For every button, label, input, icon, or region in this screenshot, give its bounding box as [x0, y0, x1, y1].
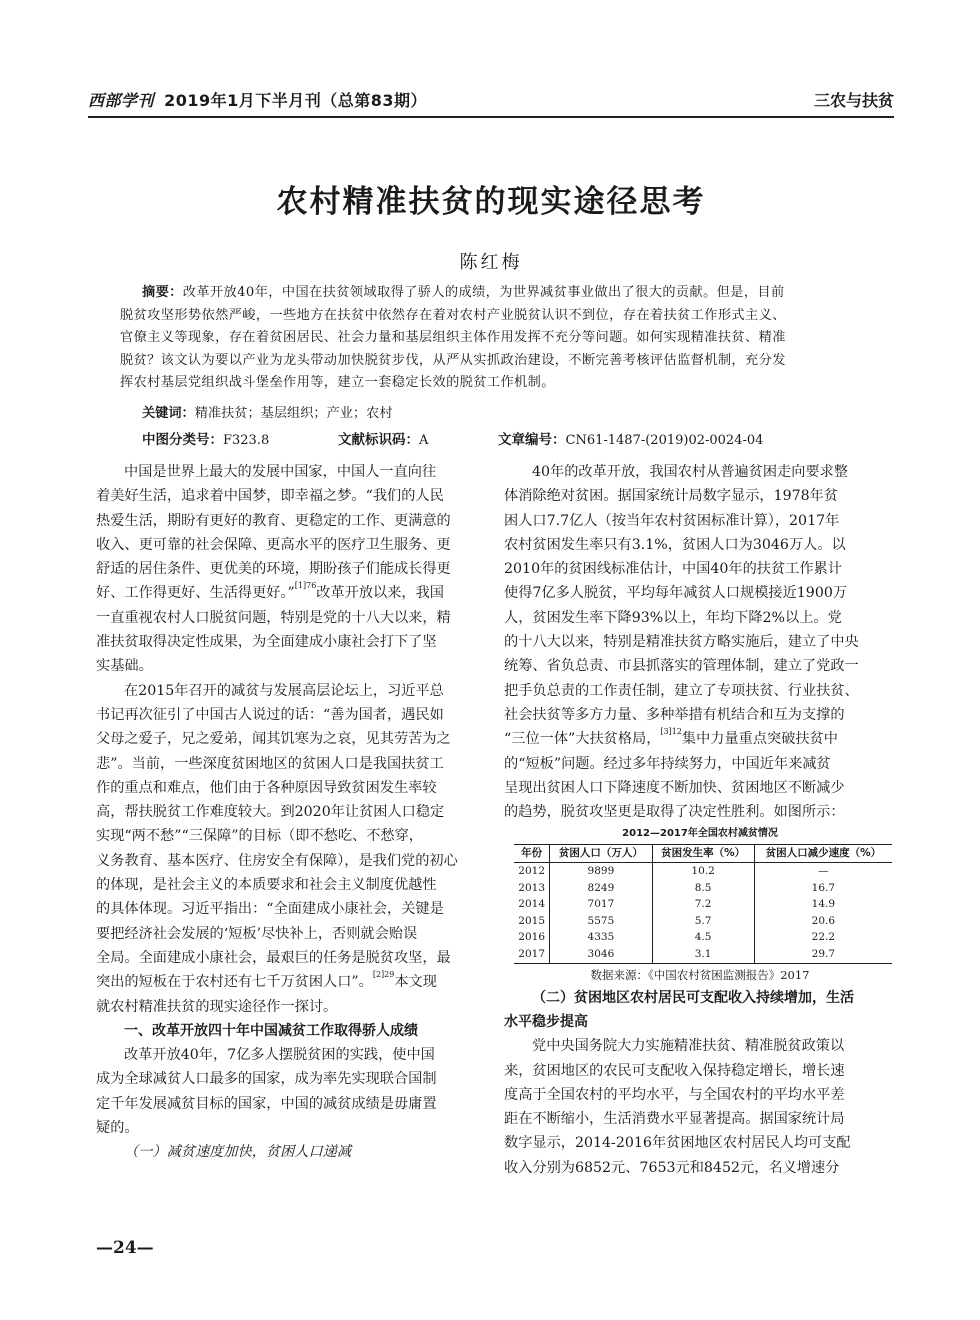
- abstract-line: 官僚主义等现象，存在着贫困居民、社会力量和基层组织主体作用发挥不充分等问题。如何实现精准扶贫、精准: [120, 330, 786, 346]
- abstract-line: 摘要：改革开放40年，中国在扶贫领域取得了骄人的成绩，为世界减贫事业做出了很大的贡献。但是，目前: [142, 285, 785, 300]
- classification-number: 中图分类号：F323.8: [142, 432, 270, 448]
- table-cell: 7017: [550, 896, 652, 913]
- right-column: [504, 460, 896, 1180]
- body-line: 突出的短板在于农村还有七千万贫困人口”。$^{[2]29}$本文现: [96, 970, 437, 991]
- body-line: 呈现出贫困人口下降速度不断加快、贫困地区不断减少: [504, 779, 845, 796]
- body-line: 作的重点和难点，他们由于各种原因导致贫困发生率较: [96, 779, 437, 796]
- body-line: 来，贫困地区的农民可支配收入保持稳定增长，增长速: [504, 1062, 845, 1079]
- article-title: 农村精准扶贫的现实途径思考: [276, 184, 706, 220]
- header-rule: [88, 116, 894, 118]
- table-cell: 2013: [518, 881, 546, 894]
- body-line: 社会扶贫等多方力量、多种举措有机结合和互为支撑的: [504, 706, 845, 723]
- poverty-table: [514, 844, 892, 963]
- table-caption: 2012—2017年全国农村减贫情况: [622, 828, 778, 840]
- abstract-line: 脱贫？该文认为要以产业为龙头带动加快脱贫步伐，从严从实抓政治建设，不断完善考核评估监督机制，充分发: [120, 352, 786, 368]
- table-cell: 20.6: [754, 913, 892, 930]
- subsection-heading: （二）贫困地区农村居民可支配收入持续增加，生活: [532, 989, 854, 1006]
- body-line: 疑的。: [96, 1120, 139, 1137]
- body-line: 党中央国务院大力实施精准扶贫、精准脱贫政策以: [532, 1038, 845, 1055]
- body-line: 把手负总责的工作责任制，建立了专项扶贫、行业扶贫、: [504, 682, 859, 699]
- table-cell: 16.7: [754, 880, 892, 897]
- body-line: 的十八大以来，特别是精准扶贫方略实施后，建立了中央: [504, 634, 859, 651]
- body-line: 农村贫困发生率只有3.1%，贫困人口为3046万人。以: [504, 536, 846, 553]
- body-line: 数字显示，2014-2016年贫困地区农村居民人均可支配: [504, 1135, 851, 1152]
- body-line: 实现“两不愁”“三保障”的目标（即不愁吃、不愁穿，: [96, 828, 423, 845]
- table-cell: 9899: [550, 863, 652, 880]
- left-column: [96, 460, 482, 1165]
- table-cell: 2014: [518, 898, 546, 911]
- table-cell: 3.1: [652, 946, 754, 963]
- citation-ref: [2]29: [372, 970, 395, 980]
- body-line: 书记再次征引了中国古人说过的话：“善为国者，遇民如: [96, 706, 444, 723]
- body-line: 2010年的贫困线标准估计，中国40年的扶贫工作累计: [504, 561, 842, 578]
- body-line: 40年的改革开放，我国农村从普遍贫困走向要求整: [532, 464, 848, 480]
- running-header: [88, 88, 894, 112]
- body-line: 收入、更可靠的社会保障、更高水平的医疗卫生服务、更: [96, 536, 451, 553]
- table-header-cell: 贫困发生率（%）: [652, 845, 754, 863]
- body-line: 父母之爱子，兄之爱弟，闻其饥寒为之哀，见其劳苦为之: [96, 731, 451, 748]
- table-cell: 5575: [550, 913, 652, 930]
- abstract-line: 脱贫攻坚形势依然严峻，一些地方在扶贫中依然存在着对农村产业脱贫认识不到位，存在着扶贫工作形式主义、: [120, 307, 786, 323]
- table-cell: 2015: [518, 914, 546, 927]
- abstract-line: 挥农村基层党组织战斗堡垒作用等，建立一套稳定长效的脱贫工作机制。: [120, 375, 555, 391]
- body-line: 全局。全面建成小康社会，最艰巨的任务是脱贫攻坚，最: [96, 949, 451, 966]
- keywords-text: 精准扶贫；基层组织；产业；农村: [194, 406, 393, 421]
- body-line: 悲”。当前，一些深度贫困地区的贫困人口是我国扶贫工: [96, 755, 444, 772]
- subsection-heading: （一）减贫速度加快，贫困人口递减: [124, 1144, 352, 1161]
- table-header-cell: 贫困人口（万人）: [550, 845, 652, 863]
- table-row: [514, 880, 892, 897]
- section-name: 三农与扶贫: [813, 91, 894, 110]
- table-cell: 5.7: [652, 913, 754, 930]
- body-line: 实基础。: [96, 658, 153, 675]
- table-cell: 4335: [550, 929, 652, 946]
- body-line: 高，帮扶脱贫工作难度较大。到2020年让贫困人口稳定: [96, 804, 445, 821]
- body-line: 改革开放40年，7亿多人摆脱贫困的实践，使中国: [124, 1047, 435, 1064]
- body-line: 就农村精准扶贫的现实途径作一探讨。: [96, 998, 338, 1015]
- body-line: 收入分别为6852元、7653元和8452元，名义增速分: [504, 1159, 840, 1176]
- body-line: 度高于全国农村的平均水平，与全国农村的平均水平差: [504, 1086, 845, 1103]
- journal-info: [88, 88, 427, 111]
- body-line: 人，贫困发生率下降93%以上，年均下降2%以上。党: [504, 609, 842, 626]
- table-cell: 22.2: [754, 929, 892, 946]
- body-line: 中国是世界上最大的发展中国家，中国人一直向往: [124, 464, 437, 480]
- table-cell: 3046: [550, 946, 652, 963]
- table-cell: 2012: [518, 865, 546, 878]
- body-line: 的趋势，脱贫攻坚更是取得了决定性胜利。如图所示：: [504, 804, 845, 821]
- body-line: 距在不断缩小，生活消费水平显著提高。据国家统计局: [504, 1111, 845, 1128]
- table-cell: 2016: [518, 931, 546, 944]
- table-cell: —: [754, 863, 892, 880]
- table-cell: 14.9: [754, 896, 892, 913]
- author-name: 陈红梅: [459, 252, 523, 273]
- table-source: 数据来源：《中国农村贫困监测报告》2017: [590, 967, 810, 982]
- citation-ref: [3]12: [660, 727, 682, 737]
- citation-ref: [1]76: [294, 581, 317, 591]
- body-line: 困人口7.7亿人（按当年农村贫困标准计算），2017年: [504, 512, 840, 529]
- table-row: [514, 896, 892, 913]
- body-line: 好、工作得更好、生活得更好。”$^{[1]76}$改革开放以来，我国: [96, 581, 444, 602]
- body-line: 定千年发展减贫目标的国家，中国的减贫成绩是毋庸置: [96, 1095, 437, 1112]
- body-line: 统筹、省负总责、市县抓落实的管理体制，建立了党政一: [504, 658, 859, 675]
- abstract: [120, 282, 886, 395]
- table-row: [514, 913, 892, 930]
- body-line: 热爱生活，期盼有更好的教育、更稳定的工作、更满意的: [96, 512, 451, 529]
- body-line: 一直重视农村人口脱贫问题，特别是党的十八大以来，精: [96, 609, 451, 626]
- body-line: 的体现，是社会主义的本质要求和社会主义制度优越性: [96, 877, 437, 894]
- body-line: 在2015年召开的减贫与发展高层论坛上，习近平总: [124, 682, 444, 699]
- body-line: 体消除绝对贫困。据国家统计局数字显示，1978年贫: [504, 488, 839, 505]
- table-cell: 29.7: [754, 946, 892, 963]
- table-cell: 10.2: [652, 863, 754, 880]
- table-cell: 4.5: [652, 929, 754, 946]
- keywords-label: 关键词：: [142, 406, 195, 421]
- keywords: [142, 402, 393, 421]
- abstract-label: 摘要：: [142, 285, 183, 300]
- subsection-heading: 水平稳步提高: [504, 1013, 588, 1030]
- body-line: “三位一体”大扶贫格局，$^{[3]12}$集中力量重点突破扶贫中: [504, 727, 838, 748]
- body-line: 使得7亿多人脱贫，平均每年减贫人口规模接近1900万: [504, 585, 848, 602]
- table-cell: 8249: [550, 880, 652, 897]
- body-line: 义务教育、基本医疗、住房安全有保障），是我们党的初心: [96, 852, 458, 869]
- table-header-cell: 贫困人口减少速度（%）: [754, 845, 892, 863]
- table-cell: 8.5: [652, 880, 754, 897]
- body-line: 的具体体现。习近平指出：“全面建成小康社会，关键是: [96, 901, 444, 918]
- section-heading: 一、改革开放四十年中国减贫工作取得骄人成绩: [124, 1022, 418, 1039]
- body-line: 舒适的居住条件、更优美的环境，期盼孩子们能成长得更: [96, 561, 451, 578]
- body-line: 准扶贫取得决定性成果，为全面建成小康社会打下了坚: [96, 634, 437, 651]
- table-header-cell: 年份: [514, 845, 550, 863]
- table-row: [514, 946, 892, 963]
- table-cell: 2017: [514, 946, 550, 963]
- issue-info: 2019年1月下半月刊（总第83期）: [164, 91, 428, 110]
- body-line: 成为全球减贫人口最多的国家，成为率先实现联合国制: [96, 1071, 437, 1088]
- page-number: —24—: [96, 1238, 154, 1258]
- body-line: 着美好生活，追求着中国梦，即幸福之梦。“我们的人民: [96, 488, 444, 505]
- table-row: [514, 929, 892, 946]
- table-header-row: [514, 845, 892, 863]
- table-row: [514, 863, 892, 880]
- table-cell: 7.2: [652, 896, 754, 913]
- body-line: 要把经济社会发展的‘短板’尽快补上，否则就会贻误: [96, 925, 418, 942]
- article-number: 文章编号：CN61-1487-(2019)02-0024-04: [498, 432, 764, 448]
- body-line: 的“短板”问题。经过多年持续努力，中国近年来减贫: [504, 755, 831, 772]
- journal-logo: 西部学刊: [88, 91, 155, 110]
- document-code: 文献标识码：A: [338, 432, 429, 448]
